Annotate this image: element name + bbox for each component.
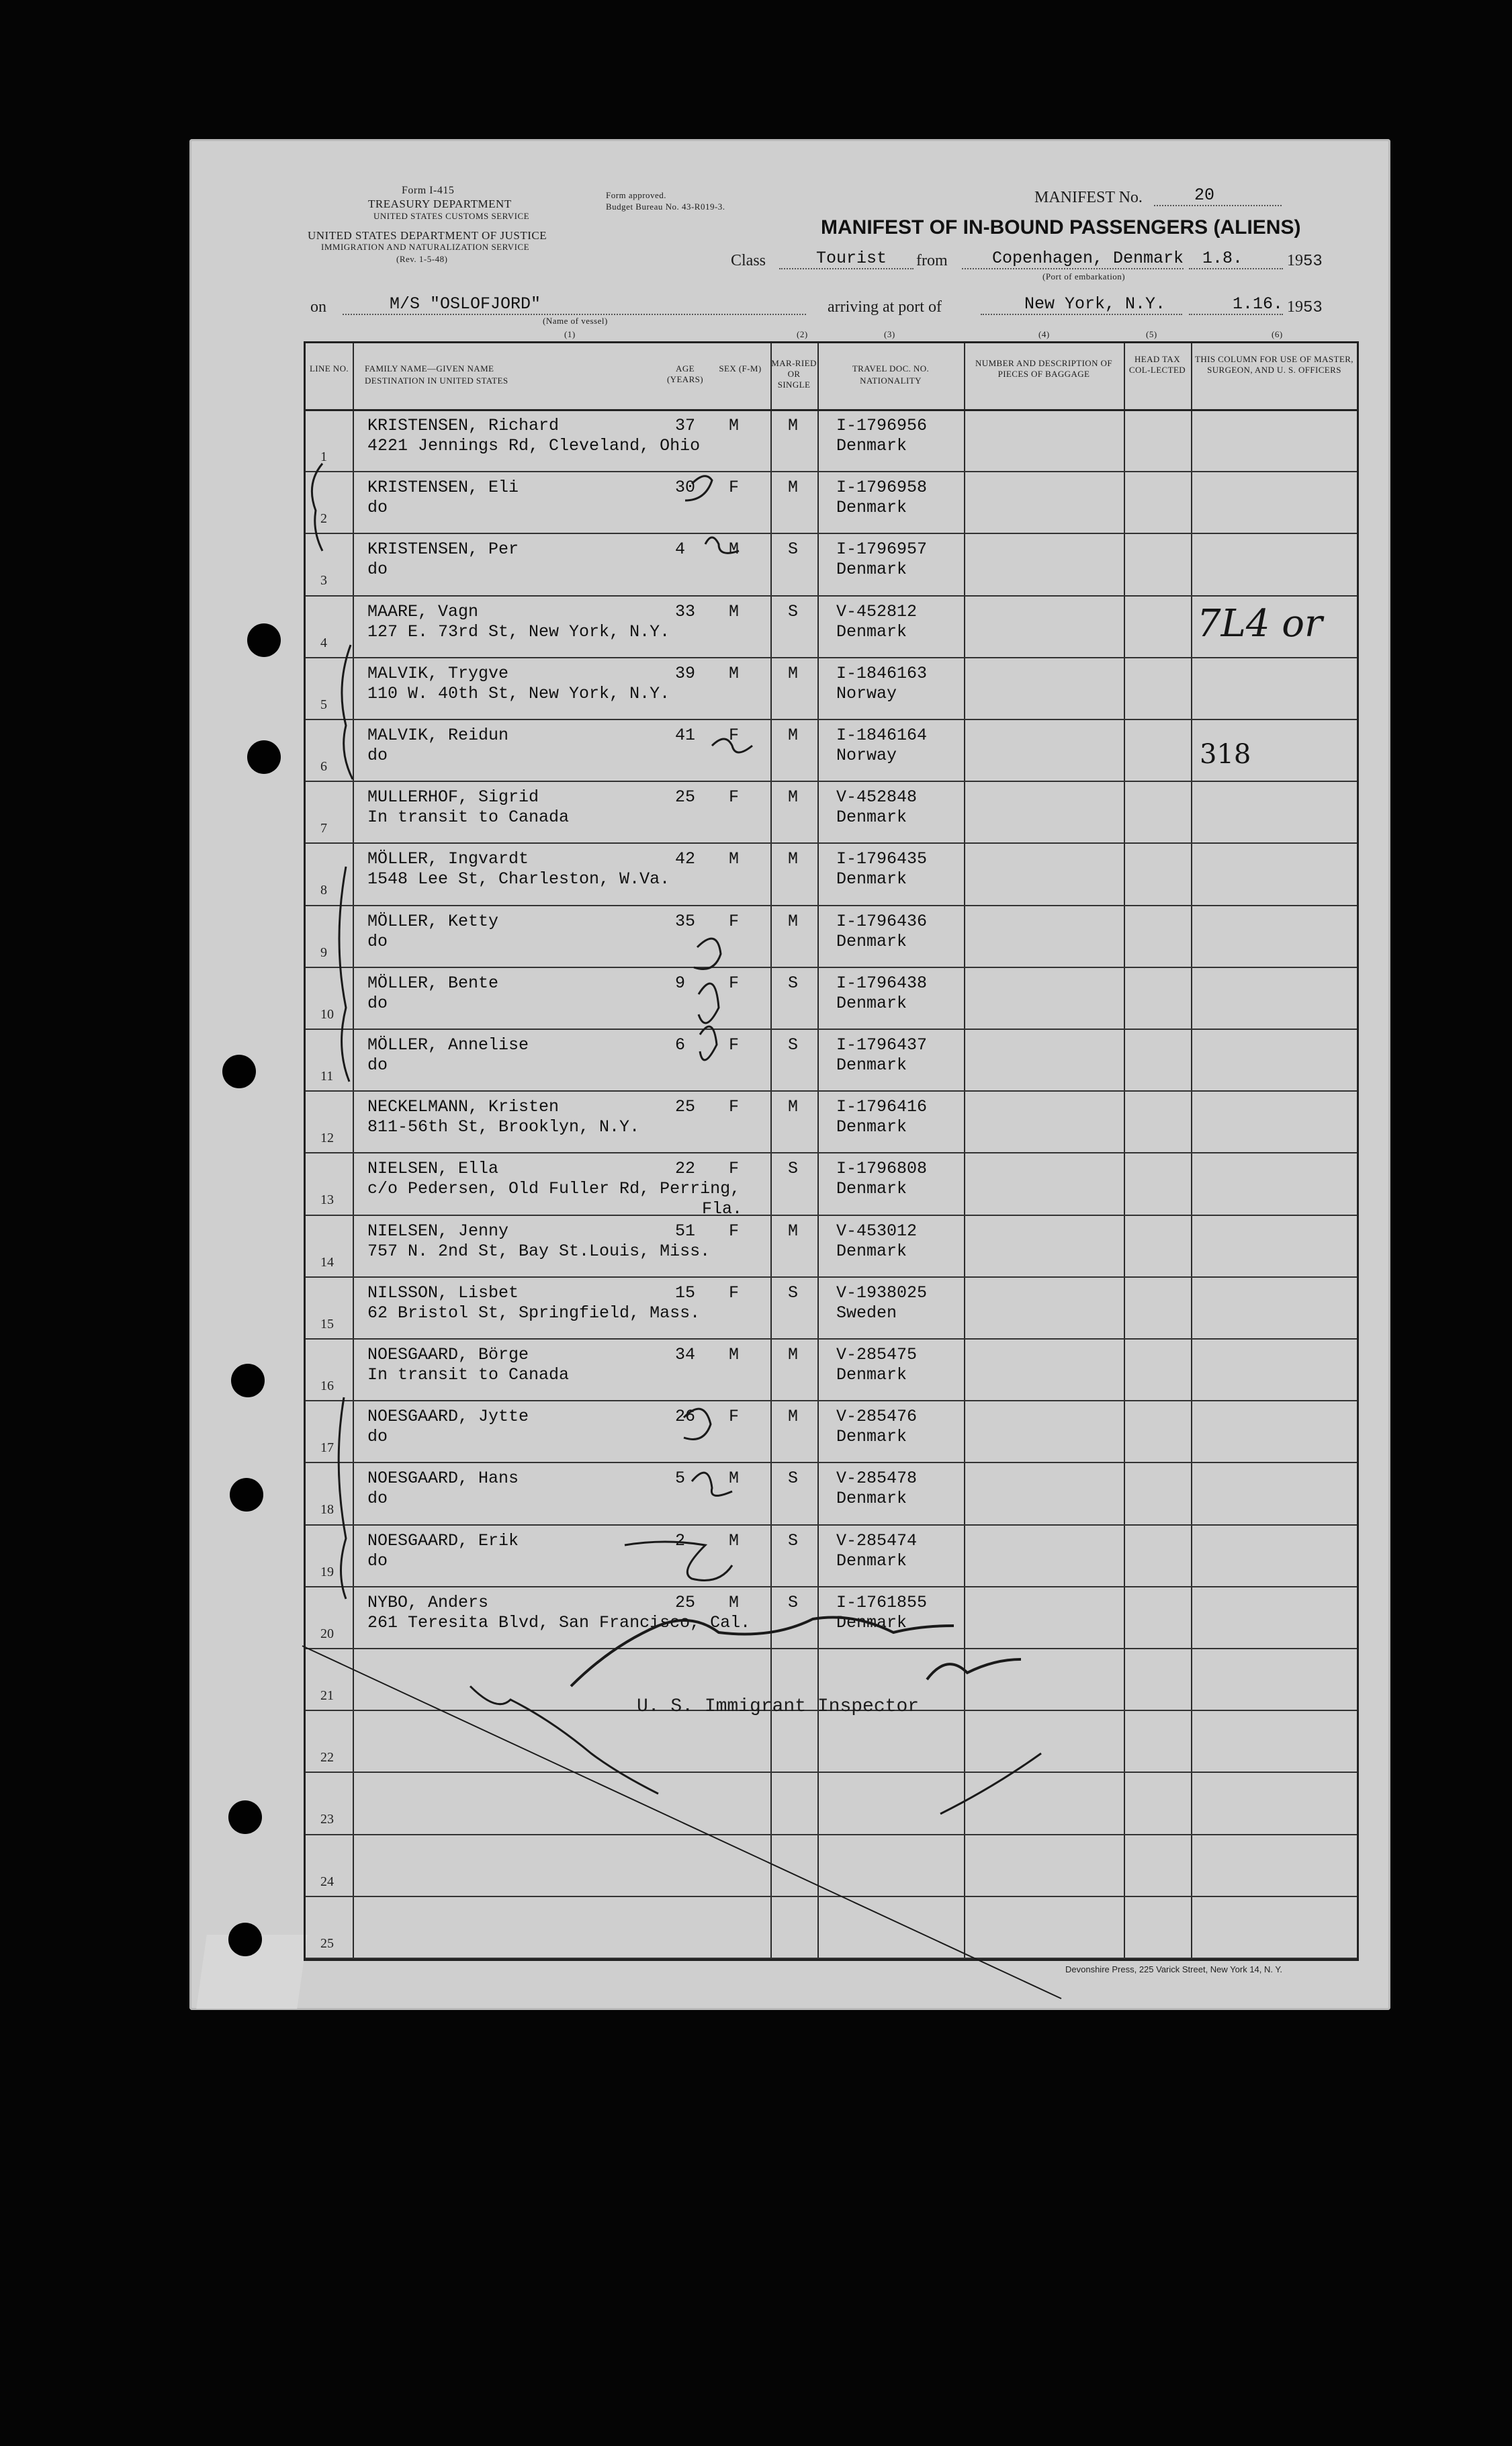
printer-imprint: Devonshire Press, 225 Varick Street, New York 14, N. Y. [1065, 1964, 1282, 1974]
passenger-sex: F [729, 911, 740, 931]
on-label: on [310, 298, 326, 316]
nationality: Denmark [836, 1612, 907, 1632]
travel-doc-number: I-1796435 [836, 849, 928, 869]
passenger-destination: 1548 Lee St, Charleston, W.Va. [367, 869, 670, 889]
passenger-sex: M [729, 1530, 740, 1550]
passenger-age: 25 [675, 1592, 696, 1612]
passenger-name: NIELSEN, Ella [367, 1159, 499, 1179]
officer-note-row4: 7L4 or [1197, 602, 1323, 646]
travel-doc-number: I-1796437 [836, 1035, 928, 1055]
travel-doc-number: V-285478 [836, 1469, 918, 1489]
passenger-destination: 811-56th St, Brooklyn, N.Y. [367, 1117, 640, 1137]
class-value: Tourist [779, 249, 914, 269]
passenger-age: 34 [675, 1345, 696, 1364]
passenger-name: MALVIK, Trygve [367, 663, 509, 683]
header-officers: THIS COLUMN FOR USE OF MASTER, SURGEON, AND U. S. OFFICERS [1195, 354, 1353, 375]
passenger-name: MÖLLER, Ketty [367, 911, 499, 931]
passenger-age: 9 [675, 973, 686, 993]
nationality: Denmark [836, 1055, 907, 1075]
col-number-4: (4) [1038, 329, 1050, 339]
nationality: Denmark [836, 621, 907, 642]
marital-status: S [788, 1592, 799, 1612]
line-number: 8 [320, 883, 327, 898]
from-label: from [916, 252, 948, 269]
arrival-year: 1953 [1287, 298, 1323, 317]
passenger-destination: 757 N. 2nd St, Bay St.Louis, Miss. [367, 1241, 711, 1261]
marital-status: S [788, 539, 799, 560]
col-number-5: (5) [1146, 329, 1157, 339]
line-number: 17 [320, 1440, 334, 1456]
line-number: 2 [320, 511, 327, 527]
passenger-age: 39 [675, 663, 696, 683]
officer-note-row6: 318 [1200, 739, 1251, 770]
line-number: 13 [320, 1192, 334, 1208]
line-number: 19 [320, 1564, 334, 1579]
nationality: Norway [836, 746, 897, 765]
line-number: 4 [320, 635, 327, 650]
passenger-age: 51 [675, 1221, 696, 1241]
travel-doc-number: I-1796438 [836, 973, 928, 993]
passenger-name: NECKELMANN, Kristen [367, 1097, 560, 1117]
passenger-destination: do [367, 1550, 388, 1571]
arrival-port: New York, N.Y. [981, 294, 1182, 315]
travel-doc-number: V-453012 [836, 1221, 918, 1241]
header-head-tax: HEAD TAX COL-LECTED [1128, 354, 1186, 375]
passenger-sex: F [729, 1159, 740, 1179]
passenger-age: 35 [675, 911, 696, 931]
header-nationality: NATIONALITY [860, 376, 922, 386]
passenger-name: NOESGAARD, Börge [367, 1345, 529, 1364]
marital-status: M [788, 911, 799, 931]
header-age: AGE (YEARS) [666, 363, 704, 384]
passenger-sex: M [729, 1469, 740, 1489]
line-number: 20 [320, 1626, 334, 1641]
passenger-sex: M [729, 1345, 740, 1364]
passenger-age: 4 [675, 539, 686, 560]
line-number: 3 [320, 573, 327, 588]
nationality: Denmark [836, 1427, 907, 1447]
header-baggage: NUMBER AND DESCRIPTION OF PIECES OF BAGGAGE [975, 358, 1112, 379]
arrival-date: 1.16. [1189, 294, 1283, 315]
passenger-age: 2 [675, 1530, 686, 1550]
passenger-sex: F [729, 973, 740, 993]
nationality: Denmark [836, 869, 907, 889]
passenger-name: MÖLLER, Annelise [367, 1035, 529, 1055]
passenger-destination: c/o Pedersen, Old Fuller Rd, Perring, [367, 1179, 741, 1199]
travel-doc-number: I-1796956 [836, 416, 928, 435]
line-number: 1 [320, 449, 327, 464]
passenger-name: MAARE, Vagn [367, 601, 479, 621]
passenger-name: MULLERHOF, Sigrid [367, 787, 539, 807]
col-number-1: (1) [564, 329, 576, 339]
travel-doc-number: V-285474 [836, 1530, 918, 1550]
line-number: 11 [320, 1069, 334, 1084]
line-number: 14 [320, 1254, 334, 1270]
col-number-6: (6) [1272, 329, 1283, 339]
passenger-destination: do [367, 931, 388, 951]
passenger-sex: F [729, 1097, 740, 1117]
line-number: 23 [320, 1812, 334, 1827]
travel-doc-number: V-452848 [836, 787, 918, 807]
col-number-3: (3) [884, 329, 895, 339]
line-number: 6 [320, 759, 327, 774]
travel-doc-number: V-285476 [836, 1407, 918, 1427]
header-name: FAMILY NAME—GIVEN NAME [365, 363, 494, 374]
travel-doc-number: V-1938025 [836, 1282, 928, 1303]
inspector-caption: U. S. Immigrant Inspector [637, 1696, 920, 1717]
marital-status: M [788, 663, 799, 683]
passenger-name: KRISTENSEN, Richard [367, 416, 560, 435]
passenger-name: NIELSEN, Jenny [367, 1221, 509, 1241]
passenger-name: MÖLLER, Ingvardt [367, 849, 529, 869]
passenger-age: 25 [675, 787, 696, 807]
embark-caption: (Port of embarkation) [1042, 271, 1126, 281]
header-sex: SEX (F-M) [719, 363, 762, 374]
passenger-sex: M [729, 849, 740, 869]
passenger-sex: F [729, 1221, 740, 1241]
nationality: Denmark [836, 1489, 907, 1509]
passenger-sex: F [729, 1035, 740, 1055]
passenger-age: 30 [675, 478, 696, 498]
passenger-name: NOESGAARD, Hans [367, 1469, 519, 1489]
passenger-sex: M [729, 663, 740, 683]
passenger-name: NYBO, Anders [367, 1592, 489, 1612]
header-married: MAR-RIED OR SINGLE [771, 358, 817, 390]
marital-status: M [788, 1221, 799, 1241]
passenger-sex: F [729, 1407, 740, 1427]
passenger-destination-cont: Fla. [702, 1199, 743, 1219]
travel-doc-number: V-285475 [836, 1345, 918, 1364]
passenger-sex: F [729, 478, 740, 498]
marital-status: S [788, 1469, 799, 1489]
marital-status: M [788, 1097, 799, 1117]
nationality: Denmark [836, 1179, 907, 1199]
passenger-sex: F [729, 787, 740, 807]
embark-date: 1.8. [1189, 249, 1283, 269]
passenger-age: 41 [675, 726, 696, 745]
immigration-service: IMMIGRATION AND NATURALIZATION SERVICE [321, 242, 530, 252]
passenger-destination: do [367, 746, 388, 765]
travel-doc-number: I-1796436 [836, 911, 928, 931]
passenger-age: 6 [675, 1035, 686, 1055]
marital-status: M [788, 416, 799, 435]
header-line-no: LINE NO. [309, 363, 349, 374]
class-label: Class [731, 252, 766, 269]
line-number: 7 [320, 821, 327, 836]
nationality: Denmark [836, 436, 907, 455]
travel-doc-number: I-1761855 [836, 1592, 928, 1612]
arriving-label: arriving at port of [828, 298, 942, 316]
line-number: 16 [320, 1379, 334, 1393]
passenger-name: KRISTENSEN, Eli [367, 478, 519, 498]
passenger-age: 42 [675, 849, 696, 869]
passenger-destination: do [367, 993, 388, 1013]
customs-service: UNITED STATES CUSTOMS SERVICE [373, 211, 530, 221]
passenger-sex: M [729, 601, 740, 621]
passenger-name: NILSSON, Lisbet [367, 1282, 519, 1303]
passenger-sex: M [729, 1592, 740, 1612]
passenger-destination: 127 E. 73rd St, New York, N.Y. [367, 621, 670, 642]
manifest-number: 20 [1154, 185, 1282, 206]
travel-doc-number: I-1846164 [836, 726, 928, 745]
passenger-age: 22 [675, 1159, 696, 1179]
marital-status: S [788, 1530, 799, 1550]
form-approved: Form approved. [606, 190, 667, 200]
header-travel-doc: TRAVEL DOC. NO. [852, 363, 930, 374]
passenger-destination: In transit to Canada [367, 1365, 570, 1385]
passenger-destination: do [367, 560, 388, 580]
marital-status: S [788, 601, 799, 621]
passenger-name: MÖLLER, Bente [367, 973, 499, 993]
nationality: Denmark [836, 1117, 907, 1137]
line-number: 9 [320, 945, 327, 960]
marital-status: M [788, 1407, 799, 1427]
travel-doc-number: I-1846163 [836, 663, 928, 683]
passenger-sex: F [729, 726, 740, 745]
revision: (Rev. 1-5-48) [396, 254, 448, 264]
passenger-destination: 62 Bristol St, Springfield, Mass. [367, 1303, 701, 1323]
passenger-destination: 4221 Jennings Rd, Cleveland, Ohio [367, 436, 701, 455]
marital-status: S [788, 1282, 799, 1303]
line-number: 25 [320, 1935, 334, 1951]
nationality: Sweden [836, 1303, 897, 1323]
nationality: Denmark [836, 1365, 907, 1385]
marital-status: M [788, 787, 799, 807]
passenger-name: NOESGAARD, Erik [367, 1530, 519, 1550]
passenger-destination: In transit to Canada [367, 807, 570, 828]
passenger-age: 5 [675, 1469, 686, 1489]
nationality: Denmark [836, 993, 907, 1013]
travel-doc-number: I-1796958 [836, 478, 928, 498]
budget-bureau: Budget Bureau No. 43-R019-3. [606, 202, 725, 212]
marital-status: M [788, 478, 799, 498]
embarkation-port: Copenhagen, Denmark [962, 249, 1184, 269]
passenger-destination: do [367, 1055, 388, 1075]
travel-doc-number: I-1796416 [836, 1097, 928, 1117]
passenger-age: 25 [675, 1097, 696, 1117]
nationality: Denmark [836, 931, 907, 951]
header-destination: DESTINATION IN UNITED STATES [365, 376, 508, 386]
passenger-destination: 110 W. 40th St, New York, N.Y. [367, 683, 670, 703]
treasury-dept: TREASURY DEPARTMENT [368, 198, 512, 210]
passenger-destination: do [367, 498, 388, 518]
nationality: Denmark [836, 1241, 907, 1261]
line-number: 15 [320, 1316, 334, 1331]
line-number: 5 [320, 697, 327, 712]
marital-status: S [788, 1035, 799, 1055]
vessel-name: M/S "OSLOFJORD" [343, 294, 806, 315]
passenger-destination: 261 Teresita Blvd, San Francisco, Cal. [367, 1612, 751, 1632]
vessel-caption: (Name of vessel) [543, 316, 608, 326]
nationality: Denmark [836, 498, 907, 518]
line-number: 18 [320, 1502, 334, 1518]
line-number: 12 [320, 1131, 334, 1146]
passenger-destination: do [367, 1489, 388, 1509]
travel-doc-number: I-1796808 [836, 1159, 928, 1179]
travel-doc-number: I-1796957 [836, 539, 928, 560]
passenger-age: 26 [675, 1407, 696, 1427]
travel-doc-number: V-452812 [836, 601, 918, 621]
passenger-sex: M [729, 416, 740, 435]
line-number: 10 [320, 1006, 334, 1022]
justice-dept: UNITED STATES DEPARTMENT OF JUSTICE [308, 229, 547, 242]
line-number: 22 [320, 1750, 334, 1765]
marital-status: M [788, 1345, 799, 1364]
passenger-age: 37 [675, 416, 696, 435]
marital-status: M [788, 849, 799, 869]
passenger-age: 33 [675, 601, 696, 621]
passenger-name: NOESGAARD, Jytte [367, 1407, 529, 1427]
nationality: Norway [836, 683, 897, 703]
marital-status: S [788, 1159, 799, 1179]
marital-status: M [788, 726, 799, 745]
marital-status: S [788, 973, 799, 993]
passenger-sex: M [729, 539, 740, 560]
manifest-title: MANIFEST OF IN-BOUND PASSENGERS (ALIENS) [821, 216, 1301, 238]
passenger-name: MALVIK, Reidun [367, 726, 509, 745]
passenger-sex: F [729, 1282, 740, 1303]
passenger-age: 15 [675, 1282, 696, 1303]
embark-year: 1953 [1287, 252, 1323, 271]
form-number: Form I-415 [402, 185, 455, 196]
passenger-name: KRISTENSEN, Per [367, 539, 519, 560]
manifest-number-label: MANIFEST No. [1034, 189, 1143, 206]
nationality: Denmark [836, 807, 907, 828]
col-number-2: (2) [797, 329, 808, 339]
nationality: Denmark [836, 1550, 907, 1571]
nationality: Denmark [836, 560, 907, 580]
line-number: 24 [320, 1874, 334, 1889]
passenger-destination: do [367, 1427, 388, 1447]
line-number: 21 [320, 1688, 334, 1703]
